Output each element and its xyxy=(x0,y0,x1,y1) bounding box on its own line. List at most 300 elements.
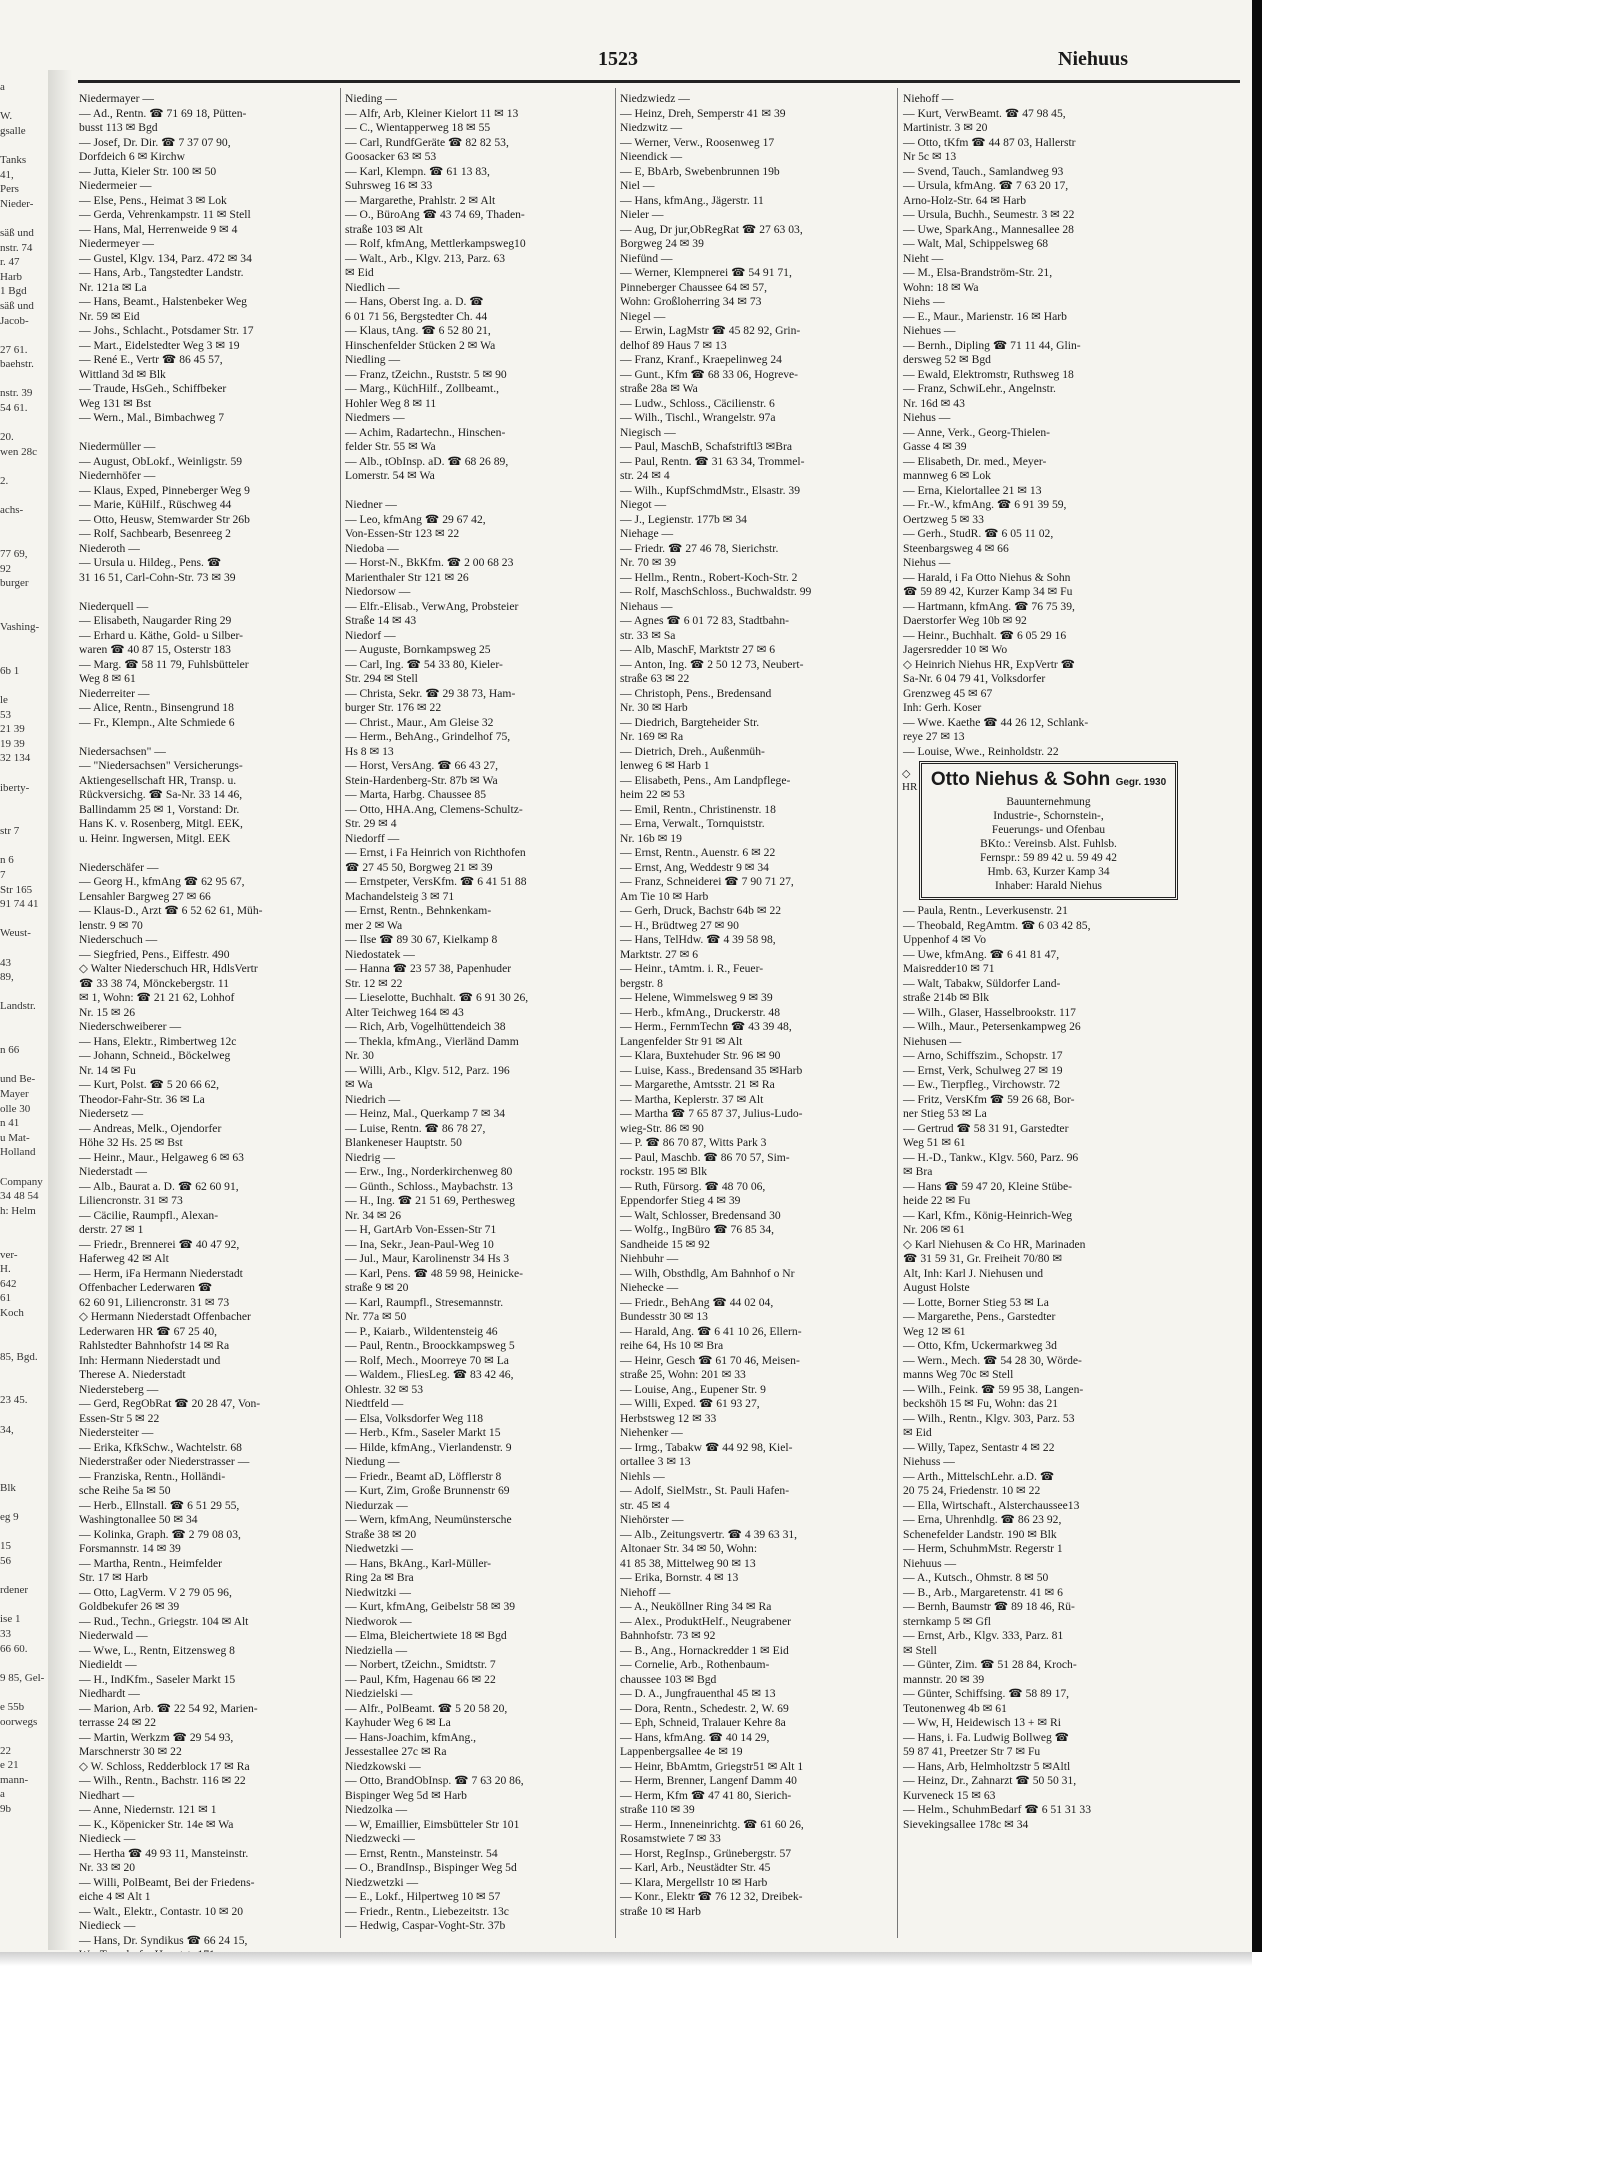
directory-entry-line: Kurveneck 15 ✉ 63 xyxy=(903,1788,996,1802)
directory-entry-line: manns Weg 70c ✉ Stell xyxy=(903,1368,1014,1381)
directory-entry-line: — Margarethe, Amtsstr. 21 ✉ Ra xyxy=(620,1078,775,1091)
adjacent-page-fragment: 20. xyxy=(0,431,14,444)
directory-entry-line: — Gunt., Kfm ☎ 68 33 06, Hogreve- xyxy=(620,367,799,381)
directory-entry-line: — Walt, Tabakw, Süldorfer Land- xyxy=(903,976,1061,990)
directory-entry-line: — Wilh., Glaser, Hasselbrookstr. 117 xyxy=(903,1005,1076,1019)
directory-entry-line: — Alb., tObInsp. aD. ☎ 68 26 89, xyxy=(345,454,509,468)
surname-heading: Niehecke — xyxy=(620,1281,679,1294)
directory-entry-line: — K., Köpenicker Str. 14e ✉ Wa xyxy=(79,1817,234,1831)
directory-entry-line: — Rolf, Sachbearb, Besenreeg 2 xyxy=(79,527,231,540)
directory-entry-line: heim 22 ✉ 53 xyxy=(620,788,685,801)
directory-entry-line: — Ernst, Verk, Schulweg 27 ✉ 19 xyxy=(903,1063,1063,1077)
directory-entry-line: — Alfr, Arb, Kleiner Kielort 11 ✉ 13 xyxy=(345,106,519,120)
directory-entry-line: — Ww, H, Heidewisch 13 + ✉ Ri xyxy=(903,1716,1061,1729)
adjacent-page-fragment: Blk xyxy=(0,1482,16,1494)
adjacent-page-fragment: gsalle xyxy=(0,124,26,137)
directory-entry-line: — Josef, Dr. Dir. ☎ 7 37 07 90, xyxy=(79,135,231,149)
adjacent-page-fragment: Harb xyxy=(0,270,22,283)
adjacent-page-fragment xyxy=(0,1233,48,1248)
adjacent-page-fragment: Company xyxy=(0,1175,43,1188)
surname-heading: Niedersteiter — xyxy=(79,1426,154,1439)
directory-entry-line: — Wwe, L., Rentn, Eitzensweg 8 xyxy=(79,1643,235,1657)
directory-entry-line: eiche 4 ✉ Alt 1 xyxy=(79,1890,151,1903)
directory-entry-line: chaussee 103 ✉ Bgd xyxy=(620,1672,717,1686)
directory-entry-line: ☎ 33 38 74, Mönckebergstr. 11 xyxy=(79,976,230,990)
surname-heading: Niedziella — xyxy=(345,1643,408,1657)
adjacent-page-fragment: e 21 xyxy=(0,1759,19,1772)
surname-heading: Niehbuhr — xyxy=(620,1252,679,1265)
adjacent-page-fragment xyxy=(0,1160,48,1175)
directory-entry-line: str. 33 ✉ Sa xyxy=(620,628,676,642)
adjacent-page-fragment xyxy=(0,518,48,533)
directory-entry-line: — Martin, Werkzm ☎ 29 54 93, xyxy=(79,1730,234,1744)
directory-entry-line: — D. A., Jungfrauenthal 45 ✉ 13 xyxy=(620,1687,776,1700)
directory-entry-line: Nr. 70 ✉ 39 xyxy=(620,556,677,569)
directory-entry-line: Theodor-Fahr-Str. 36 ✉ La xyxy=(79,1092,205,1106)
directory-entry-line: straße 63 ✉ 22 xyxy=(620,672,690,685)
directory-entry-line: Goosacker 63 ✉ 53 xyxy=(345,150,437,163)
adjacent-page-fragment: nstr. 74 xyxy=(0,241,33,254)
adjacent-page-fragment xyxy=(0,1656,48,1671)
directory-entry-line: 41 85 38, Mittelweg 90 ✉ 13 xyxy=(620,1556,756,1570)
directory-entry-line: — O., BrandInsp., Bispinger Weg 5d xyxy=(345,1861,517,1874)
directory-entry-line: — Ilse ☎ 89 30 67, Kielkamp 8 xyxy=(345,933,498,946)
adjacent-page-fragment: 22 xyxy=(0,1744,11,1757)
directory-entry-line: straße 214b ✉ Blk xyxy=(903,991,990,1004)
adjacent-page-fragment: 642 xyxy=(0,1277,17,1290)
directory-entry-line: — Lieselotte, Buchhalt. ☎ 6 91 30 26, xyxy=(345,991,529,1004)
directory-entry-line: — Walt., Arb., Klgv. 213, Parz. 63 xyxy=(345,251,506,265)
directory-entry-line: — Marie, KüHilf., Rüschweg 44 xyxy=(79,498,232,511)
directory-entry-line: Kayhuder Weg 6 ✉ La xyxy=(345,1716,451,1729)
directory-entry-line: Nr 5c ✉ 13 xyxy=(903,150,957,163)
adjacent-page-fragment: achs- xyxy=(0,504,24,517)
directory-entry-line: str. 45 ✉ 4 xyxy=(620,1498,670,1512)
surname-heading: Niederwald — xyxy=(79,1629,148,1642)
directory-entry-line: — Kurt, VerwBeamt. ☎ 47 98 45, xyxy=(903,106,1066,120)
surname-heading: Niederschäfer — xyxy=(79,860,159,874)
directory-entry-line: Marktstr. 27 ✉ 6 xyxy=(620,947,698,961)
directory-entry-line: Marienthaler Str 121 ✉ 26 xyxy=(345,570,469,584)
directory-entry-line: — Alice, Rentn., Binsengrund 18 xyxy=(79,701,234,714)
directory-entry-line: — Paul, Kfm, Hagenau 66 ✉ 22 xyxy=(345,1672,496,1686)
directory-entry-line: Nr. 16d ✉ 43 xyxy=(903,396,965,410)
directory-entry-line: Teutonenweg 4b ✉ 61 xyxy=(903,1701,1007,1715)
directory-entry-line: — Erhard u. Käthe, Gold- u Silber- xyxy=(79,628,243,642)
directory-entry-line: Therese A. Niederstadt xyxy=(79,1368,186,1381)
directory-entry-line: — Johann, Schneid., Böckelweg xyxy=(79,1049,231,1062)
directory-entry-line: — Christa, Sekr. ☎ 29 38 73, Ham- xyxy=(345,686,516,700)
directory-entry-line: ☎ 27 45 50, Borgweg 21 ✉ 39 xyxy=(345,860,493,874)
directory-entry-line: heide 22 ✉ Fu xyxy=(903,1194,971,1207)
running-head: Niehuus xyxy=(1058,48,1129,70)
adjacent-page-fragment xyxy=(0,795,48,810)
surname-heading: Niederquell — xyxy=(79,599,149,613)
directory-entry-line: — Karl, Pens. ☎ 48 59 98, Heinicke- xyxy=(345,1266,524,1280)
adjacent-page-fragment xyxy=(0,766,48,781)
adjacent-page-fragment: 91 74 41 xyxy=(0,898,39,911)
scanner-black-edge xyxy=(1252,0,1262,1952)
adjacent-page-fragment: 77 69, xyxy=(0,548,28,560)
adjacent-page-fragment: 53 xyxy=(0,708,11,721)
directory-entry-line: — Wilh., Maur., Petersenkampweg 26 xyxy=(903,1020,1081,1033)
directory-entry-line: — Friedr., Rentn., Liebezeitstr. 13c xyxy=(345,1904,509,1918)
directory-entry-line: — Wilh., KupfSchmdMstr., Elsastr. 39 xyxy=(620,483,800,497)
directory-entry-line: — Ernst, Ang, Weddestr 9 ✉ 34 xyxy=(620,860,769,874)
directory-entry-line: Str. 12 ✉ 22 xyxy=(345,976,403,990)
directory-entry-line: — Wilh., Feink. ☎ 59 95 38, Langen- xyxy=(903,1382,1084,1396)
directory-entry-line: Aktiengesellschaft HR, Transp. u. xyxy=(79,773,237,787)
surname-heading: Niederschuch — xyxy=(79,933,158,946)
directory-entry-line: Bispinger Weg 5d ✉ Harb xyxy=(345,1788,467,1802)
directory-entry-line: mannweg 6 ✉ Lok xyxy=(903,469,991,482)
adjacent-page-fragment xyxy=(0,1058,48,1073)
directory-entry-line: ◇ Hermann Niederstadt Offenbacher xyxy=(79,1310,251,1323)
directory-entry-line: Rosamstwiete 7 ✉ 33 xyxy=(620,1832,721,1845)
directory-entry-line: — Agnes ☎ 6 01 72 83, Stadtbahn- xyxy=(620,614,790,627)
directory-entry-line: straße 28a ✉ Wa xyxy=(620,382,698,395)
adjacent-page-fragment xyxy=(0,459,48,474)
directory-column-2 xyxy=(345,92,620,1942)
directory-entry-line: — Werner, Verw., Roosenweg 17 xyxy=(620,135,775,149)
surname-heading: Niehus — xyxy=(903,556,951,569)
directory-entry-line: — Günth., Schloss., Maybachstr. 13 xyxy=(345,1179,513,1193)
adjacent-page-fragment: 7 xyxy=(0,869,6,882)
surname-heading: Niedzwitz — xyxy=(620,121,683,134)
directory-entry-line: — Horst-N., BkKfm. ☎ 2 00 68 23 xyxy=(345,556,514,569)
surname-heading: Niehoff — xyxy=(620,1585,671,1599)
directory-entry-line: — Herm, iFa Hermann Niederstadt xyxy=(79,1266,243,1280)
directory-entry-line: — Hans, i. Fa. Ludwig Bollweg ☎ xyxy=(903,1730,1070,1744)
directory-entry-line: — Rolf, Mech., Moorreye 70 ✉ La xyxy=(345,1353,509,1367)
directory-entry-line: — Herm, Brenner, Langenf Damm 40 xyxy=(620,1774,797,1787)
adjacent-page-fragment: nstr. 39 xyxy=(0,387,33,400)
adjacent-page-fragment: Vashing- xyxy=(0,620,40,633)
directory-entry-line: — O., BüroAng ☎ 43 74 69, Thaden- xyxy=(345,208,525,221)
adjacent-page-fragment: 85, Bgd. xyxy=(0,1350,38,1363)
directory-entry-line: — Mart., Eidelstedter Weg 3 ✉ 19 xyxy=(79,338,240,352)
directory-entry-line: — Wern., Mal., Bimbachweg 7 xyxy=(79,411,225,424)
directory-entry-line: — H., IndKfm., Saseler Markt 15 xyxy=(79,1672,236,1686)
directory-entry-line: — Wilh, Obsthdlg, Am Bahnhof o Nr xyxy=(620,1266,795,1280)
advertisement-founded: Gegr. 1930 xyxy=(1115,777,1167,788)
adjacent-page-fragment xyxy=(0,649,48,664)
directory-entry-line: 20 75 24, Friedenstr. 10 ✉ 22 xyxy=(903,1484,1041,1497)
directory-entry-line: — Arth., MittelschLehr. a.D. ☎ xyxy=(903,1469,1055,1483)
advertisement-line: Industrie-, Schornstein-, xyxy=(993,810,1104,822)
surname-heading: Niedzolka — xyxy=(345,1803,408,1816)
directory-entry-line: Machandelsteig 3 ✉ 71 xyxy=(345,889,455,903)
directory-entry-line: — Diedrich, Bargteheider Str. xyxy=(620,715,760,729)
directory-entry-line: Maisredder10 ✉ 71 xyxy=(903,962,995,975)
adjacent-page-fragment xyxy=(0,1029,48,1044)
adjacent-page-fragment xyxy=(0,532,48,547)
directory-entry-line: — Horst, RegInsp., Grünebergstr. 57 xyxy=(620,1846,792,1860)
directory-entry-line: — Herb., Kfm., Saseler Markt 15 xyxy=(345,1426,501,1439)
directory-entry-line: — Erna, Verwalt., Tornquiststr. xyxy=(620,817,765,830)
directory-entry-line: Wittland 3d ✉ Blk xyxy=(79,367,166,381)
adjacent-page-fragment: n 6 xyxy=(0,854,14,867)
directory-entry-line: Dorfdeich 6 ✉ Kirchw xyxy=(79,150,185,163)
directory-entry-line: Alter Teichweg 164 ✉ 43 xyxy=(345,1005,464,1019)
directory-entry-line: — Alfr., PolBeamt. ☎ 5 20 58 20, xyxy=(345,1701,508,1715)
adjacent-page-fragment: n 66 xyxy=(0,1044,20,1057)
directory-entry-line: — Ewald, Elektromstr, Ruthsweg 18 xyxy=(903,367,1074,381)
directory-entry-line: — Klaus, Exped, Pinneberger Weg 9 xyxy=(79,483,250,497)
directory-entry-line: ◇ Walter Niederschuch HR, HdlsVertr xyxy=(79,962,258,975)
directory-entry-line: ortallee 3 ✉ 13 xyxy=(620,1455,691,1468)
directory-entry-line: — Erw., Ing., Norderkirchenweg 80 xyxy=(345,1165,513,1178)
directory-entry-line: — Ernst, Rentn., Auenstr. 6 ✉ 22 xyxy=(620,846,776,859)
directory-entry-line: Essen-Str 5 ✉ 22 xyxy=(79,1411,160,1425)
directory-entry-line: delhof 89 Haus 7 ✉ 13 xyxy=(620,338,727,352)
directory-entry-line: — Marta, Harbg. Chaussee 85 xyxy=(345,788,487,801)
directory-entry-line: waren ☎ 40 87 15, Osterstr 183 xyxy=(79,643,231,656)
adjacent-page-fragment: Holland xyxy=(0,1146,36,1159)
adjacent-page-fragment: wen 28c xyxy=(0,445,37,458)
directory-entry-line: Weg 51 ✉ 61 xyxy=(903,1136,966,1149)
directory-entry-line: — Martha, Keplerstr. 37 ✉ Alt xyxy=(620,1092,764,1106)
adjacent-page-fragment: r. 47 xyxy=(0,256,20,269)
directory-entry-line: Rahlstedter Bahnhofstr 14 ✉ Ra xyxy=(79,1339,230,1352)
directory-entry-line: — Ella, Wirtschaft., Alsterchaussee13 xyxy=(903,1498,1080,1512)
directory-entry-line: — Fr., Klempn., Alte Schmiede 6 xyxy=(79,715,235,729)
adjacent-page-fragment xyxy=(0,1408,48,1423)
surname-heading xyxy=(79,730,354,745)
adjacent-page-fragment: Pers xyxy=(0,183,19,196)
directory-entry-line: Weg 8 ✉ 61 xyxy=(79,672,136,685)
surname-heading: Niedrich — xyxy=(345,1092,401,1106)
page-number: 1523 xyxy=(598,48,638,70)
directory-entry-line: ✉ Eid xyxy=(903,1426,932,1439)
directory-entry-line: str. 24 ✉ 4 xyxy=(620,469,670,482)
directory-entry-line: — Ursula, kfmAng. ☎ 7 63 20 17, xyxy=(903,179,1069,192)
directory-entry-line: — Erika, Bornstr. 4 ✉ 13 xyxy=(620,1571,739,1584)
directory-entry-line: — Achim, Radartechn., Hinschen- xyxy=(345,425,506,439)
directory-entry-line: — Klara, Mergellstr 10 ✉ Harb xyxy=(620,1875,768,1889)
adjacent-page-fragment xyxy=(0,489,48,504)
directory-entry-line: — Erna, Uhrenhdlg. ☎ 86 23 92, xyxy=(903,1513,1062,1526)
directory-entry-line: — Helene, Wimmelsweg 9 ✉ 39 xyxy=(620,991,773,1004)
directory-entry-line: — Ernst, Arb., Klgv. 333, Parz. 81 xyxy=(903,1629,1064,1642)
surname-heading: Niehuus — xyxy=(903,1556,957,1570)
directory-entry-line: — Heinz, Mal., Querkamp 7 ✉ 34 xyxy=(345,1107,506,1120)
directory-entry-line: — Rolf, kfmAng, Mettlerkampsweg10 xyxy=(345,237,526,250)
directory-entry-line: Liliencronstr. 31 ✉ 73 xyxy=(79,1194,183,1207)
surname-heading: Niedieck — xyxy=(79,1832,136,1845)
surname-heading: Niedersachsen" — xyxy=(79,744,166,758)
adjacent-page-fragment: säß und xyxy=(0,226,34,239)
directory-entry-line: — Ernst, i Fa Heinrich von Richthofen xyxy=(345,846,526,859)
adjacent-page-fragment: e 55b xyxy=(0,1700,25,1713)
adjacent-page-fragment: Str 165 xyxy=(0,883,33,896)
directory-entry-line: — Herm, SchuhmMstr. Regerstr 1 xyxy=(903,1542,1063,1555)
directory-entry-line: — Herb., kfmAng., Druckerstr. 48 xyxy=(620,1005,781,1019)
directory-entry-line: ☎ 31 59 31, Gr. Freiheit 70/80 ✉ xyxy=(903,1252,1063,1265)
directory-entry-line: — Heinr, Gesch ☎ 61 70 46, Meisen- xyxy=(620,1353,800,1367)
directory-entry-line: — Siegfried, Pens., Eiffestr. 490 xyxy=(79,947,230,961)
adjacent-page-fragment: 41, xyxy=(0,168,14,181)
directory-entry-line: reye 27 ✉ 13 xyxy=(903,730,965,743)
directory-entry-line: Daerstorfer Weg 10b ✉ 92 xyxy=(903,614,1027,627)
surname-heading: Niedermüller — xyxy=(79,440,156,453)
surname-heading: Niedurzak — xyxy=(345,1498,408,1512)
directory-entry-line: — P., Kaiarb., Wildentensteig 46 xyxy=(345,1324,498,1338)
adjacent-page-fragment xyxy=(0,1437,48,1452)
surname-heading: Niedermayer — xyxy=(79,92,155,105)
directory-entry-line: felder Str. 55 ✉ Wa xyxy=(345,440,436,453)
directory-entry-line: — Konr., Elektr ☎ 76 12 32, Dreibek- xyxy=(620,1890,803,1903)
surname-heading: Niedzielski — xyxy=(345,1687,413,1700)
directory-entry-line: — H., Brüdtweg 27 ✉ 90 xyxy=(620,918,739,932)
directory-entry-line: — M., Elsa-Brandström-Str. 21, xyxy=(903,266,1053,279)
adjacent-page-fragment: ise 1 xyxy=(0,1613,21,1626)
advertisement-box xyxy=(902,761,1178,900)
directory-entry-line: — Martha, Rentn., Heimfelder xyxy=(79,1556,222,1570)
directory-entry-line: — Walt, Mal, Schippelsweg 68 xyxy=(903,237,1049,250)
directory-column-3 xyxy=(620,92,895,1942)
directory-entry-line: — Theobald, RegAmtm. ☎ 6 03 42 85, xyxy=(903,918,1091,932)
surname-heading: Niedermeyer — xyxy=(79,237,155,250)
directory-entry-line: — Otto, LagVerm. V 2 79 05 96, xyxy=(79,1585,232,1599)
surname-heading: Niedorff — xyxy=(345,831,400,845)
directory-entry-line: rockstr. 195 ✉ Blk xyxy=(620,1165,708,1178)
adjacent-page-fragment xyxy=(0,1466,48,1481)
adjacent-page-fragment: 9b xyxy=(0,1803,11,1816)
directory-entry-line: — Walt, Schlosser, Bredensand 30 xyxy=(620,1208,781,1222)
directory-entry-line: — Elisabeth, Dr. med., Meyer- xyxy=(903,454,1047,468)
advertisement-line: Fernspr.: 59 89 42 u. 59 49 42 xyxy=(979,852,1117,864)
directory-entry-line: — Hans, Dr. Syndikus ☎ 66 24 15, xyxy=(79,1933,248,1947)
directory-entry-line: — Christ., Maur., Am Gleise 32 xyxy=(345,715,494,729)
directory-entry-line: — Christoph, Pens., Bredensand xyxy=(620,686,772,700)
directory-entry-line: — Ludw., Schloss., Cäcilienstr. 6 xyxy=(620,396,775,410)
directory-entry-line: — Kurt, Polst. ☎ 5 20 66 62, xyxy=(79,1078,220,1091)
adjacent-page-fragment: oorwegs xyxy=(0,1715,38,1728)
directory-entry-line: — Heinz, Dreh, Semperstr 41 ✉ 39 xyxy=(620,106,786,120)
directory-entry-line: Rückversichg. ☎ Sa-Nr. 33 14 46, xyxy=(79,788,243,801)
surname-heading: Niedlich — xyxy=(345,280,400,294)
directory-entry-line: — Karl, Raumpfl., Stresemannstr. xyxy=(345,1295,504,1309)
adjacent-page-fragment: 6b 1 xyxy=(0,664,20,677)
directory-entry-line: — Dietrich, Dreh., Außenmüh- xyxy=(620,744,765,758)
surname-heading: Niedtfeld — xyxy=(345,1397,404,1410)
directory-entry-line: Wohn: Großloherring 34 ✉ 73 xyxy=(620,295,762,308)
directory-entry-line: — Herm., BehAng., Grindelhof 75, xyxy=(345,730,511,743)
adjacent-page-fragment: Koch xyxy=(0,1306,24,1319)
adjacent-page-fragment xyxy=(0,1014,48,1029)
surname-heading: Nieendick — xyxy=(620,150,683,163)
directory-entry-line: — Wwe. Kaethe ☎ 44 26 12, Schlank- xyxy=(903,715,1089,729)
adjacent-page-fragment: säß und xyxy=(0,299,34,312)
directory-entry-line: Nr. 34 ✉ 26 xyxy=(345,1208,402,1222)
directory-entry-line: August Holste xyxy=(903,1281,970,1294)
directory-entry-line: — Margarethe, Prahlstr. 2 ✉ Alt xyxy=(345,193,496,207)
surname-heading: Niedoba — xyxy=(345,541,399,555)
directory-entry-line: straße 25, Wohn: 201 ✉ 33 xyxy=(620,1368,746,1381)
adjacent-page-fragment xyxy=(0,1598,48,1613)
directory-entry-line: u. Heinr. Ingwersen, Mitgl. EEK xyxy=(79,831,231,845)
adjacent-page-fragment: 92 xyxy=(0,562,11,575)
directory-entry-line: Straße 38 ✉ 20 xyxy=(345,1527,417,1541)
directory-entry-line: — E., Maur., Marienstr. 16 ✉ Harb xyxy=(903,309,1067,323)
adjacent-page-fragment xyxy=(0,1320,48,1335)
surname-heading: Niedieck — xyxy=(79,1919,136,1932)
directory-entry-line: — Karl, Kfm., König-Heinrich-Weg xyxy=(903,1208,1073,1222)
directory-entry-line: — Anne, Verk., Georg-Thielen- xyxy=(903,425,1051,439)
directory-entry-line: — Dora, Rentn., Schedestr. 2, W. 69 xyxy=(620,1701,789,1715)
directory-entry-line: — Elma, Bleichertwiete 18 ✉ Bgd xyxy=(345,1629,507,1642)
directory-entry-line: — Hans, Oberst Ing. a. D. ☎ xyxy=(345,295,484,308)
directory-entry-line: sche Reihe 5a ✉ 50 xyxy=(79,1484,171,1497)
directory-column-1 xyxy=(79,92,354,1947)
directory-entry-line: — Arno, Schiffszim., Schopstr. 17 xyxy=(903,1049,1063,1062)
directory-entry-line: — Cornelie, Arb., Rothenbaum- xyxy=(620,1658,770,1671)
directory-entry-line: Forsmannstr. 14 ✉ 39 xyxy=(79,1542,181,1555)
adjacent-page-fragment xyxy=(0,95,48,110)
directory-entry-line: 62 60 91, Liliencronstr. 31 ✉ 73 xyxy=(79,1295,230,1309)
directory-entry-line: ◇ Heinrich Niehus HR, ExpVertr ☎ xyxy=(903,657,1076,671)
directory-entry-line: Inh: Gerh. Koser xyxy=(903,701,982,714)
directory-entry-line: Hs 8 ✉ 13 xyxy=(345,744,394,758)
surname-heading: Niedorf — xyxy=(345,628,396,642)
column-divider xyxy=(897,88,898,1938)
directory-entry-line: — Willi, Exped. ☎ 61 93 27, xyxy=(620,1397,760,1410)
registered-firm-mark: ◇ HR xyxy=(902,768,918,793)
directory-entry-line: straße 9 ✉ 20 xyxy=(345,1281,409,1294)
directory-entry-line: — Jutta, Kieler Str. 100 ✉ 50 xyxy=(79,164,217,178)
directory-entry-line: dersweg 52 ✉ Bgd xyxy=(903,353,991,366)
directory-entry-line: Nr. 30 ✉ Harb xyxy=(620,701,688,714)
directory-entry-line: — Willi, Arb., Klgv. 512, Parz. 196 xyxy=(345,1063,510,1077)
adjacent-page-fragment: le xyxy=(0,693,8,706)
adjacent-page-fragment: und Be- xyxy=(0,1073,36,1086)
directory-entry-line: — A., Kutsch., Ohmstr. 8 ✉ 50 xyxy=(903,1571,1049,1584)
surname-heading: Niehoff — xyxy=(903,92,954,105)
directory-entry-line: — Georg H., kfmAng ☎ 62 95 67, xyxy=(79,875,245,888)
directory-entry-line: — Elisabeth, Naugarder Ring 29 xyxy=(79,614,232,627)
directory-entry-line: Nr. 16b ✉ 19 xyxy=(620,831,682,845)
surname-heading: Niedmers — xyxy=(345,411,405,424)
directory-entry-line: — Herb., Ellnstall. ☎ 6 51 29 55, xyxy=(79,1498,240,1512)
directory-entry-line: — Hans-Joachim, kfmAng., xyxy=(345,1730,477,1744)
directory-entry-line: reihe 64, Hs 10 ✉ Bra xyxy=(620,1339,724,1352)
directory-entry-line: — Auguste, Bornkampsweg 25 xyxy=(345,643,491,656)
directory-entry-line: 31 16 51, Carl-Cohn-Str. 73 ✉ 39 xyxy=(79,570,236,584)
directory-entry-line: — Martha ☎ 7 65 87 37, Julius-Ludo- xyxy=(620,1107,803,1120)
directory-entry-line: — Louise, Wwe., Reinholdstr. 22 xyxy=(903,744,1059,758)
directory-entry-line: — C., Wientapperweg 18 ✉ 55 xyxy=(345,121,491,134)
surname-heading: Niedzwetzki — xyxy=(345,1875,419,1889)
directory-entry-line: Goldbekufer 26 ✉ 39 xyxy=(79,1600,180,1613)
directory-entry-line: — Gertrud ☎ 58 31 91, Garstedter xyxy=(903,1121,1069,1135)
surname-heading xyxy=(79,585,354,600)
directory-entry-line: — Bernh., Dipling ☎ 71 11 44, Glin- xyxy=(903,338,1081,352)
directory-entry-line: Hohler Weg 8 ✉ 11 xyxy=(345,396,437,410)
adjacent-page-fragment: u Mat- xyxy=(0,1131,30,1144)
directory-entry-line: — Luise, Kass., Bredensand 35 ✉Harb xyxy=(620,1063,803,1077)
directory-entry-line: — Wilh., Rentn., Bachstr. 116 ✉ 22 xyxy=(79,1774,246,1787)
directory-entry-line: — Ew., Tierpfleg., Virchowstr. 72 xyxy=(903,1078,1061,1091)
surname-heading xyxy=(345,484,620,499)
directory-entry-line: — Gerd, RegObRat ☎ 20 28 47, Von- xyxy=(79,1397,261,1410)
directory-entry-line: — Bernh, Baumstr ☎ 89 18 46, Rü- xyxy=(903,1600,1075,1613)
directory-entry-line: Nr. 169 ✉ Ra xyxy=(620,730,684,743)
adjacent-page-fragment: 43 xyxy=(0,956,11,969)
adjacent-page-fragment: str 7 xyxy=(0,825,20,838)
directory-entry-line: Nr. 59 ✉ Eid xyxy=(79,309,140,323)
adjacent-page-fragment: 89, xyxy=(0,971,14,984)
